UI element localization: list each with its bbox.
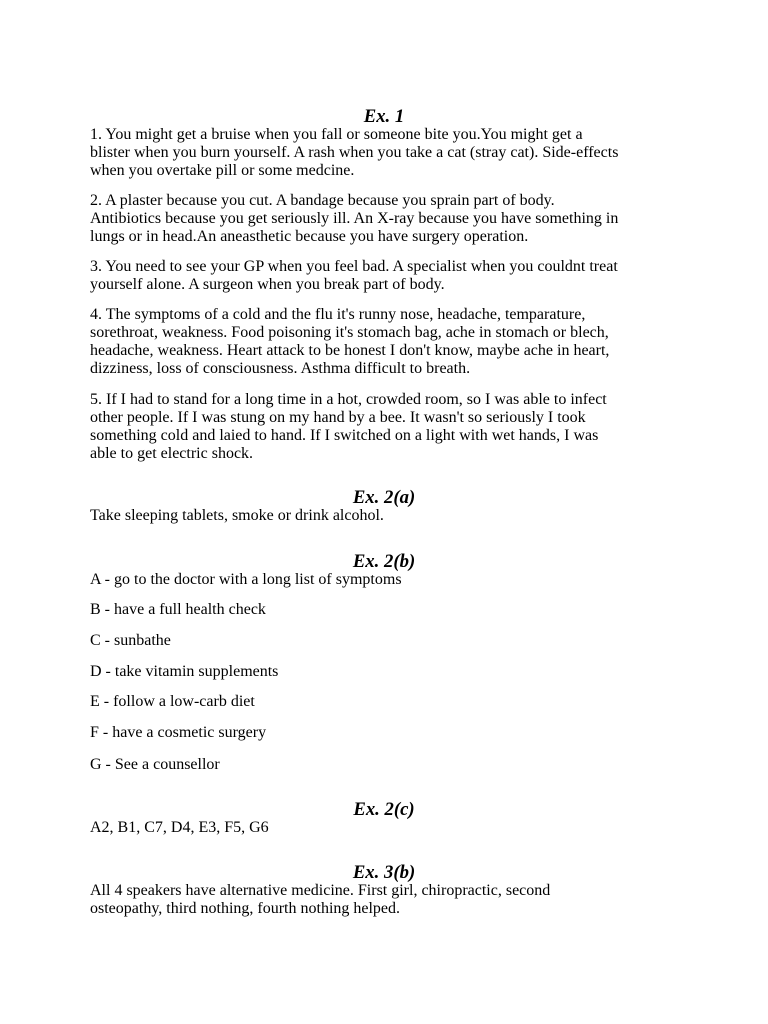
ex1-p5-line-3: something cold and laied to hand. If I switched on a light with wet hands, I was [90, 427, 599, 444]
ex2b-item-e: E - follow a low-carb diet [90, 693, 255, 710]
ex1-p1-line-2: blister when you burn yourself. A rash when you take a cat (stray cat). Side-effects [90, 144, 619, 161]
ex1-paragraph-2 [90, 192, 690, 246]
ex2a-text: Take sleeping tablets, smoke or drink alcohol. [90, 507, 384, 524]
ex1-p4-line-1: 4. The symptoms of a cold and the flu it's runny nose, headache, temparature, [90, 306, 586, 323]
ex3b-heading: Ex. 3(b) [352, 862, 416, 883]
ex2b-item-d: D - take vitamin supplements [90, 663, 279, 680]
ex1-p1-line-3: when you overtake pill or some medcine. [90, 162, 355, 179]
ex3b-line-1: All 4 speakers have alternative medicine. First girl, chiropractic, second [90, 882, 551, 899]
ex2c-text: A2, B1, C7, D4, E3, F5, G6 [90, 819, 269, 836]
ex1-paragraph-4 [90, 306, 690, 378]
ex1-p3-line-1: 3. You need to see your GP when you feel bad. A specialist when you couldnt treat [90, 258, 618, 275]
ex1-p3-line-2: yourself alone. A surgeon when you break part of body. [90, 276, 445, 293]
ex2a-heading: Ex. 2(a) [352, 487, 416, 508]
ex1-paragraph-5 [90, 391, 690, 463]
ex1-p2-line-3: lungs or in head.An aneasthetic because you have surgery operation. [90, 228, 529, 245]
ex1-heading: Ex. 1 [363, 106, 405, 127]
ex2b-item-c: C - sunbathe [90, 632, 171, 649]
ex1-p1-line-1: 1. You might get a bruise when you fall or someone bite you.You might get a [90, 126, 583, 143]
ex1-paragraph-3 [90, 258, 690, 294]
ex2b-item-g: G - See a counsellor [90, 756, 220, 773]
ex2c-heading: Ex. 2(c) [353, 799, 415, 820]
ex1-p4-line-4: dizziness, loss of consciousness. Asthma difficult to breath. [90, 360, 471, 377]
ex1-p2-line-1: 2. A plaster because you cut. A bandage because you sprain part of body. [90, 192, 555, 209]
ex1-p4-line-2: sorethroat, weakness. Food poisoning it's stomach bag, ache in stomach or blech, [90, 324, 609, 341]
ex1-p5-line-1: 5. If I had to stand for a long time in a hot, crowded room, so I was able to infect [90, 391, 607, 408]
ex3b-line-2: osteopathy, third nothing, fourth nothing helped. [90, 900, 401, 917]
ex3b-paragraph [90, 882, 690, 918]
ex2b-item-a: A - go to the doctor with a long list of symptoms [90, 571, 402, 588]
ex1-paragraph-1 [90, 126, 690, 180]
ex1-p2-line-2: Antibiotics because you get seriously ill. An X-ray because you have something in [90, 210, 619, 227]
ex1-p5-line-2: other people. If I was stung on my hand by a bee. It wasn't so seriously I took [90, 409, 586, 426]
ex2b-heading: Ex. 2(b) [352, 551, 416, 572]
ex1-p5-line-4: able to get electric shock. [90, 445, 254, 462]
ex2b-item-b: B - have a full health check [90, 601, 266, 618]
ex2b-item-f: F - have a cosmetic surgery [90, 724, 267, 741]
ex1-p4-line-3: headache, weakness. Heart attack to be honest I don't know, maybe ache in heart, [90, 342, 610, 359]
